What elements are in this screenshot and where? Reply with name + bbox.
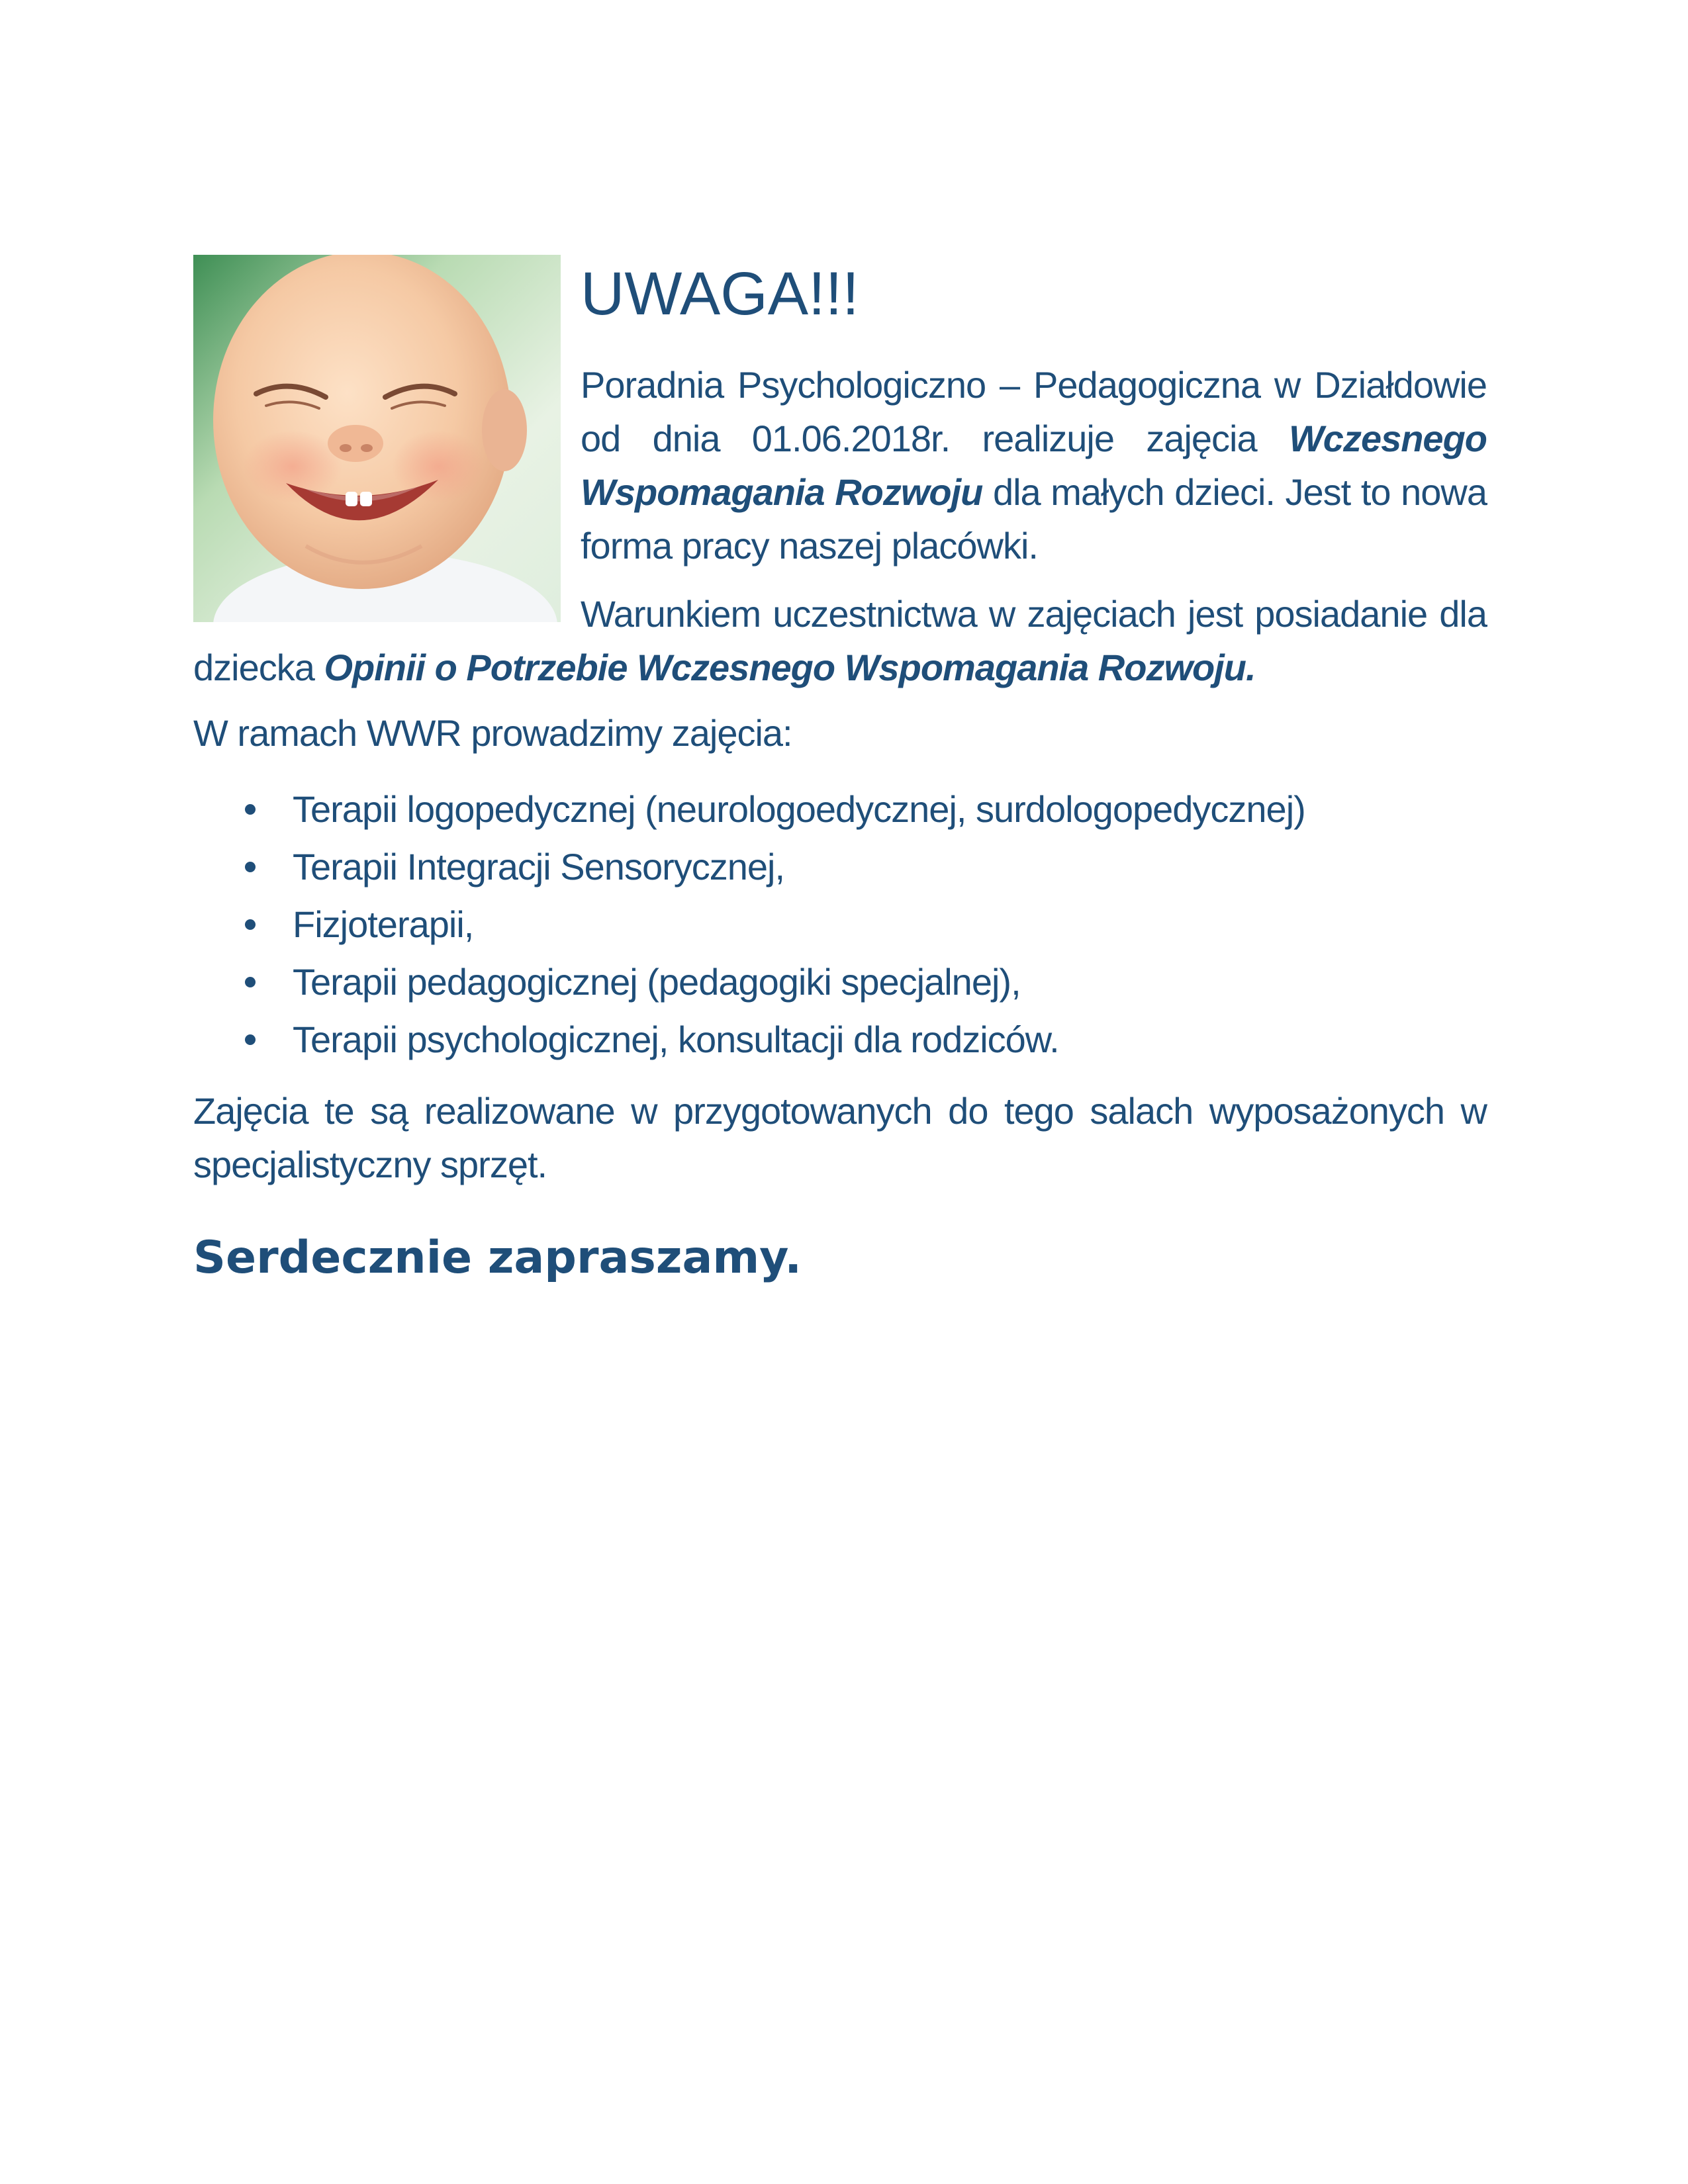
intro-text-start: Poradnia Psychologiczno – Pedagogiczna w Działdowie od dnia 01.06.2018r. realizuje zajęcia bbox=[581, 364, 1487, 459]
condition-emphasis: Opinii o Potrzebie Wczesnego Wspomagania Rozwoju. bbox=[324, 647, 1256, 688]
list-item bbox=[193, 1011, 1487, 1068]
bullet-icon bbox=[245, 804, 256, 815]
bullet-icon bbox=[245, 1034, 256, 1045]
condition-text: Warunkiem uczestnictwa w zajęciach jest posiadanie dla dziecka bbox=[193, 593, 1487, 688]
document-page bbox=[193, 255, 1487, 1288]
page-title: UWAGA!!! bbox=[581, 260, 859, 328]
baby-face-image bbox=[193, 255, 561, 622]
closing-invitation: Serdecznie zapraszamy. bbox=[193, 1232, 802, 1284]
facilities-paragraph: Zajęcia te są realizowane w przygotowanych do tego salach wyposażonych w specjalistyczny sprzęt. bbox=[193, 1090, 1487, 1185]
list-item bbox=[193, 895, 1487, 953]
list-item bbox=[193, 838, 1487, 895]
list-item bbox=[193, 953, 1487, 1011]
therapies-list bbox=[193, 780, 1487, 1068]
list-item bbox=[193, 780, 1487, 838]
list-item-text: Terapii Integracji Sensorycznej, bbox=[293, 846, 785, 887]
list-item-text: Fizjoterapii, bbox=[293, 903, 474, 945]
bullet-icon bbox=[245, 862, 256, 872]
bullet-icon bbox=[245, 977, 256, 987]
intro-text-end: dla małych dzieci. Jest to nowa forma pracy naszej placówki. bbox=[581, 471, 1487, 567]
list-item-text: Terapii logopedycznej (neurologoedycznej, surdologopedycznej) bbox=[293, 788, 1305, 830]
list-intro: W ramach WWR prowadzimy zajęcia: bbox=[193, 712, 792, 754]
intro-emphasis: Wczesnego Wspomagania Rozwoju bbox=[581, 418, 1487, 513]
smiling-baby-photo bbox=[193, 255, 561, 622]
bullet-icon bbox=[245, 919, 256, 930]
list-item-text: Terapii psychologicznej, konsultacji dla rodziców. bbox=[293, 1019, 1059, 1060]
list-item-text: Terapii pedagogicznej (pedagogiki specjalnej), bbox=[293, 961, 1021, 1003]
